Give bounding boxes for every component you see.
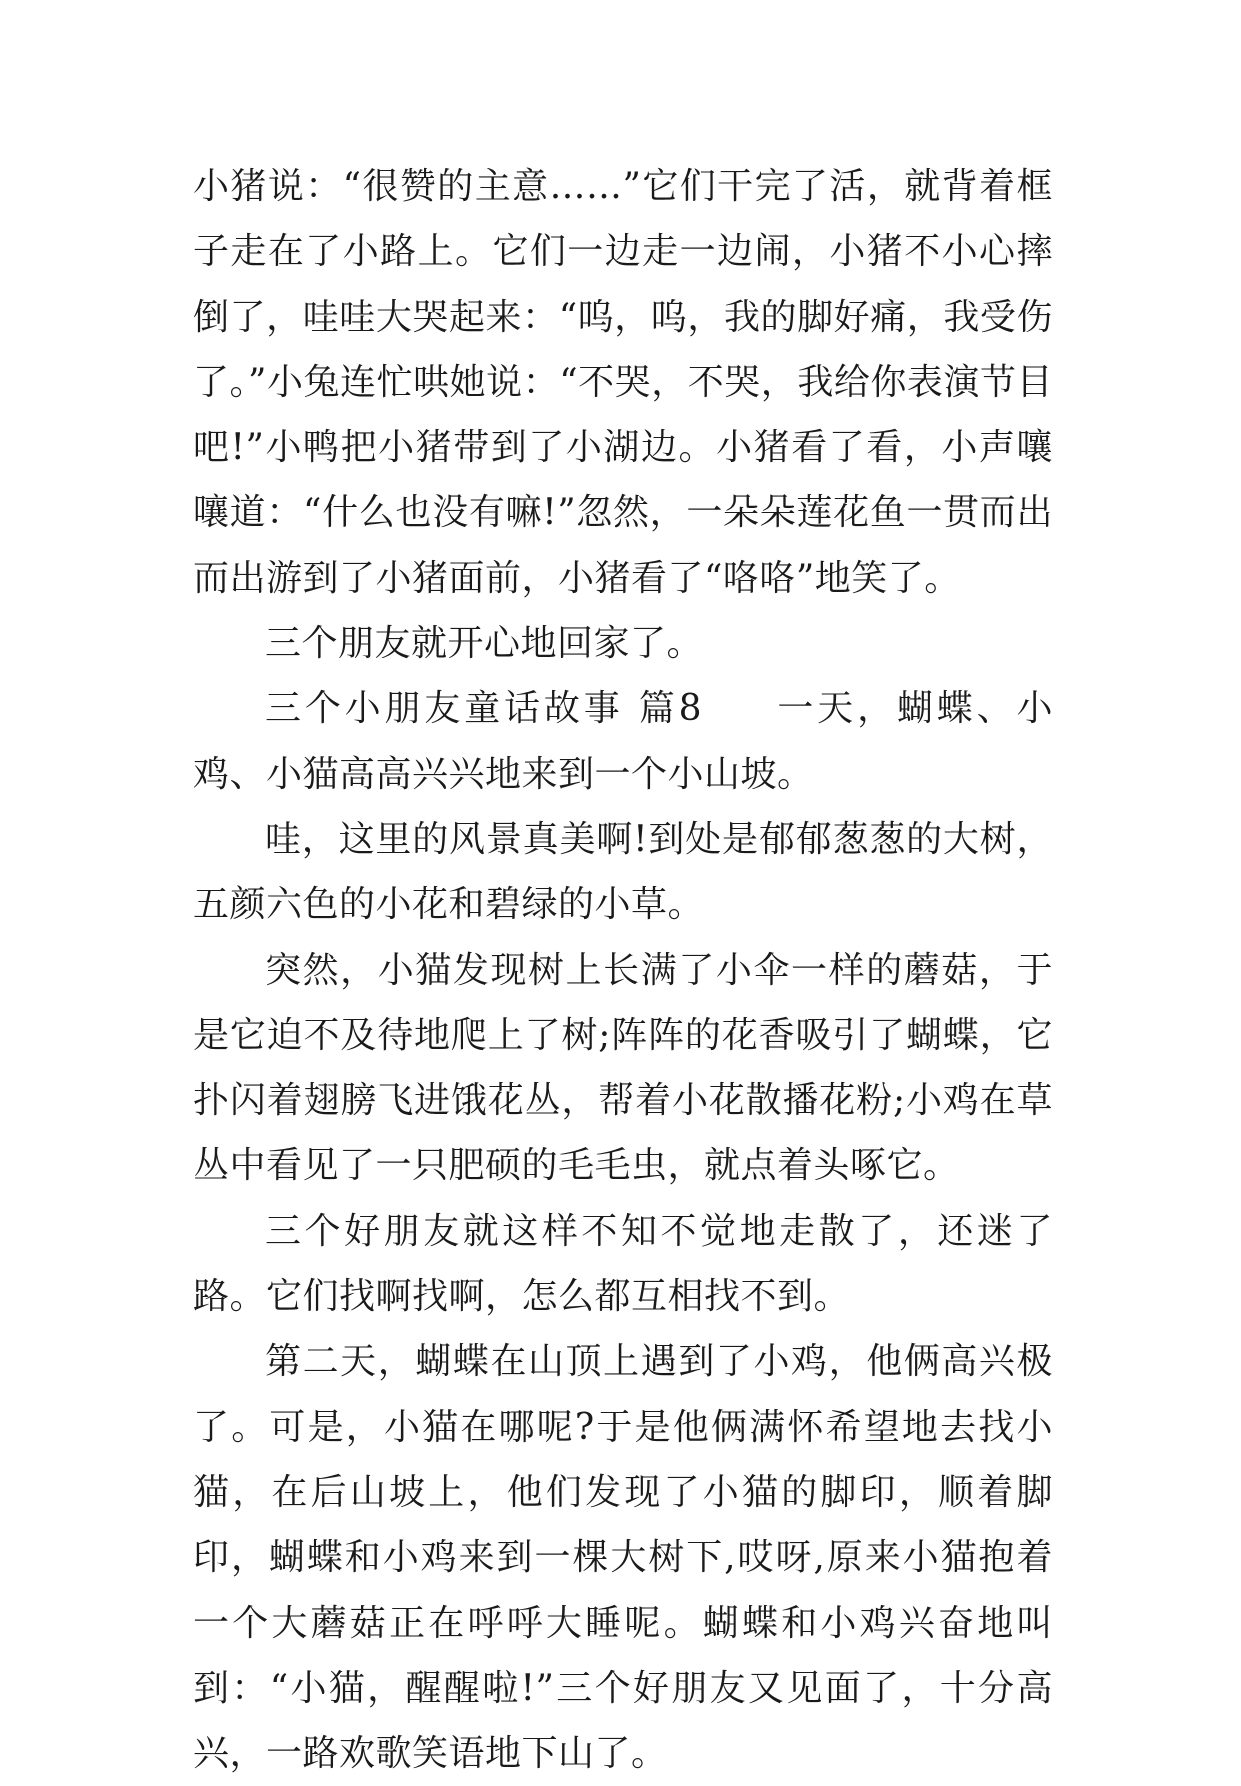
story-text-body bbox=[193, 154, 1053, 1786]
paragraph-2: 三个朋友就开心地回家了。 bbox=[265, 623, 704, 665]
paragraph-6: 三个好朋友就这样不知不觉地走散了，还迷了路。它们找啊找啊，怎么都互相找不到。 bbox=[193, 1210, 1053, 1318]
paragraph-5: 突然，小猫发现树上长满了小伞一样的蘑菇，于是它迫不及待地爬上了树;阵阵的花香吸引了蝴蝶，它扑闪着翅膀飞进饿花丛，帮着小花散播花粉;小鸡在草丛中看见了一只肥硕的毛毛虫，就点着头啄它。 bbox=[193, 949, 1053, 1187]
paragraph-7: 第二天，蝴蝶在山顶上遇到了小鸡，他俩高兴极了。可是，小猫在哪呢?于是他俩满怀希望地去找小猫，在后山坡上，他们发现了小猫的脚印，顺着脚印，蝴蝶和小鸡来到一棵大树下,哎呀,原来小猫抱着一个大蘑菇正在呼呼大睡呢。蝴蝶和小鸡兴奋地叫到：“小猫，醒醒啦!”三个好朋友又见面了，十分高兴，一路欢歌笑语地下山了。 bbox=[193, 1341, 1053, 1775]
paragraph-3-text: 一天，蝴蝶、小鸡、小猫高高兴兴地来到一个小山坡。 bbox=[193, 688, 1053, 795]
paragraph-4: 哇，这里的风景真美啊!到处是郁郁葱葱的大树，五颜六色的小花和碧绿的小草。 bbox=[193, 818, 1053, 926]
paragraph-3 bbox=[193, 676, 1053, 807]
section-heading: 三个小朋友童话故事 篇8 bbox=[265, 688, 703, 730]
paragraph-1: 小猪说：“很赞的主意……”它们干完了活，就背着框子走在了小路上。它们一边走一边闹，小猪不小心摔倒了，哇哇大哭起来：“呜，呜，我的脚好痛，我受伤了。”小兔连忙哄她说：“不哭，不哭，我给你表演节目吧!”小鸭把小猪带到了小湖边。小猪看了看，小声嚷嚷道：“什么也没有嘛!”忽然，一朵朵莲花鱼一贯而出而出游到了小猪面前，小猪看了“咯咯”地笑了。 bbox=[193, 166, 1053, 599]
